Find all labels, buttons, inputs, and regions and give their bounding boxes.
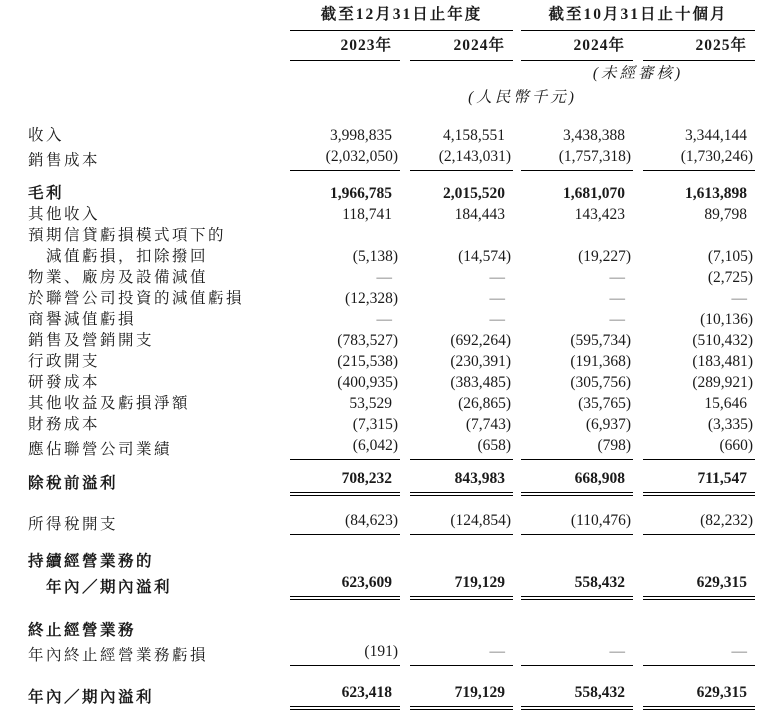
column-gap	[513, 351, 521, 372]
spacer	[28, 535, 755, 552]
row-label: 減值虧損，扣除撥回	[46, 248, 209, 265]
value-cell: 1,966,785	[330, 185, 392, 202]
column-gap	[513, 682, 521, 708]
column-gap	[633, 468, 643, 494]
column-gap	[513, 468, 521, 494]
column-gap	[513, 125, 521, 146]
period-header-row	[28, 4, 755, 31]
row-label: 毛利	[28, 185, 65, 202]
value-cell: (1,757,318)	[521, 146, 633, 171]
value-cell: —	[410, 641, 513, 666]
value-cell: 184,443	[454, 206, 506, 223]
value-cell: (191,368)	[570, 353, 632, 370]
value-cell: 53,529	[349, 395, 392, 412]
value-cell: 629,315	[643, 682, 755, 708]
value-cell: (19,227)	[578, 248, 632, 265]
column-gap	[633, 641, 643, 666]
value-cell: (2,032,050)	[290, 146, 400, 171]
column-gap	[400, 146, 410, 171]
year-header-2024-interim: 2024年	[521, 31, 633, 61]
value-cell: (183,481)	[692, 353, 754, 370]
row-label: 所得稅開支	[28, 515, 119, 533]
value-cell: (660)	[643, 435, 755, 460]
table-row	[28, 351, 755, 372]
value-cell: (692,264)	[450, 332, 512, 349]
column-gap	[513, 31, 521, 61]
spacer	[28, 598, 755, 620]
value-cell: —	[609, 290, 626, 307]
column-gap	[400, 183, 410, 204]
column-gap	[513, 183, 521, 204]
row-label: 年內／期內溢利	[28, 689, 155, 706]
column-gap	[633, 393, 643, 414]
value-cell: 3,344,144	[685, 127, 748, 144]
table-row	[28, 267, 755, 288]
spacer	[28, 666, 755, 683]
row-label: 其他收入	[28, 206, 101, 223]
value-cell: (658)	[410, 435, 513, 460]
row-label: 應佔聯營公司業績	[28, 440, 173, 458]
table-row	[28, 620, 755, 641]
row-label: 物業、廠房及設備減值	[28, 269, 209, 286]
column-gap	[400, 414, 410, 435]
table-row	[28, 435, 755, 460]
table-row	[28, 572, 755, 598]
value-cell: (7,315)	[352, 416, 398, 433]
column-gap	[513, 620, 521, 641]
column-gap	[513, 246, 521, 267]
row-label: 銷售成本	[28, 151, 101, 169]
value-cell: (215,538)	[337, 353, 398, 370]
value-cell: —	[521, 641, 633, 666]
value-cell: —	[376, 311, 392, 328]
column-gap	[633, 183, 643, 204]
column-gap	[400, 351, 410, 372]
column-gap	[633, 288, 643, 309]
year-header-2025: 2025年	[643, 31, 755, 61]
value-cell: (510,432)	[692, 332, 754, 349]
column-gap	[400, 204, 410, 225]
column-gap	[400, 225, 410, 246]
value-cell: 89,798	[704, 206, 748, 223]
value-cell: —	[489, 290, 506, 307]
value-cell: (35,765)	[578, 395, 632, 412]
column-gap	[633, 414, 643, 435]
unaudited-note-row	[28, 61, 755, 86]
row-label: 於聯營公司投資的減值虧損	[28, 290, 245, 307]
value-cell: (400,935)	[337, 374, 398, 391]
row-label: 財務成本	[28, 416, 101, 433]
value-cell: 668,908	[521, 468, 633, 494]
row-label: 年內／期內溢利	[46, 579, 173, 596]
column-gap	[633, 267, 643, 288]
value-cell: —	[609, 269, 626, 286]
value-cell: (383,485)	[450, 374, 512, 391]
value-cell: (26,865)	[458, 395, 512, 412]
value-cell: 143,423	[574, 206, 626, 223]
column-gap	[400, 551, 410, 572]
column-gap	[513, 330, 521, 351]
value-cell: 843,983	[410, 468, 513, 494]
value-cell: (230,391)	[450, 353, 512, 370]
row-label: 收入	[28, 127, 65, 144]
column-gap	[633, 31, 643, 61]
column-gap	[400, 125, 410, 146]
row-label: 行政開支	[28, 353, 101, 370]
table-row	[28, 146, 755, 171]
table-row	[28, 246, 755, 267]
value-cell: (84,623)	[290, 510, 400, 535]
column-gap	[513, 288, 521, 309]
header-spacer	[28, 4, 290, 31]
column-gap	[400, 309, 410, 330]
row-label: 銷售及營銷開支	[28, 332, 155, 349]
column-gap	[400, 31, 410, 61]
value-cell: 4,158,551	[443, 127, 506, 144]
column-gap	[633, 146, 643, 171]
value-cell: (289,921)	[692, 374, 754, 391]
value-cell: (12,328)	[345, 290, 398, 307]
table-row	[28, 125, 755, 146]
row-label: 終止經營業務	[28, 622, 137, 639]
column-gap	[633, 125, 643, 146]
table-row	[28, 551, 755, 572]
column-gap	[400, 641, 410, 666]
value-cell: (110,476)	[521, 510, 633, 535]
value-cell: (2,143,031)	[410, 146, 513, 171]
table-row	[28, 682, 755, 708]
column-gap	[513, 414, 521, 435]
column-gap	[513, 267, 521, 288]
spacer	[28, 494, 755, 510]
value-cell: (783,527)	[337, 332, 398, 349]
row-label: 年內終止經營業務虧損	[28, 646, 209, 664]
column-gap	[633, 330, 643, 351]
table-row	[28, 225, 755, 246]
value-cell: (14,574)	[458, 248, 512, 265]
row-label: 其他收益及虧損淨額	[28, 395, 191, 412]
value-cell: (305,756)	[570, 374, 632, 391]
value-cell: (798)	[521, 435, 633, 460]
column-gap	[400, 372, 410, 393]
column-gap	[513, 4, 521, 31]
value-cell: (7,743)	[465, 416, 512, 433]
value-cell: 558,432	[521, 682, 633, 708]
value-cell: —	[489, 269, 506, 286]
column-gap	[400, 330, 410, 351]
column-gap	[633, 435, 643, 460]
table-row	[28, 641, 755, 666]
table-row	[28, 468, 755, 494]
currency-note-row	[28, 85, 755, 109]
column-gap	[633, 204, 643, 225]
value-cell: 1,613,898	[685, 185, 748, 202]
period-group-header-annual: 截至12月31日止年度	[290, 4, 513, 31]
column-gap	[400, 246, 410, 267]
row-label: 除稅前溢利	[28, 475, 119, 492]
column-gap	[633, 572, 643, 598]
table-row	[28, 393, 755, 414]
column-gap	[633, 309, 643, 330]
column-gap	[633, 351, 643, 372]
table-row	[28, 414, 755, 435]
column-gap	[513, 572, 521, 598]
column-gap	[633, 682, 643, 708]
table-row	[28, 510, 755, 535]
value-cell: 623,418	[290, 682, 400, 708]
column-gap	[513, 435, 521, 460]
column-gap	[400, 620, 410, 641]
column-gap	[400, 435, 410, 460]
value-cell: (2,725)	[707, 269, 754, 286]
column-gap	[633, 551, 643, 572]
value-cell: 1,681,070	[563, 185, 626, 202]
value-cell: (10,136)	[700, 311, 754, 328]
currency-note: (人民幣千元)	[468, 89, 577, 106]
value-cell: (595,734)	[570, 332, 632, 349]
column-gap	[633, 620, 643, 641]
column-gap	[513, 641, 521, 666]
row-label: 商譽減值虧損	[28, 311, 137, 328]
row-label: 預期信貸虧損模式項下的	[28, 227, 227, 244]
value-cell: (82,232)	[643, 510, 755, 535]
value-cell: 15,646	[704, 395, 748, 412]
unaudited-note: (未經審核)	[592, 65, 684, 82]
column-gap	[513, 146, 521, 171]
column-gap	[400, 468, 410, 494]
value-cell: 2,015,520	[443, 185, 506, 202]
table-row	[28, 372, 755, 393]
value-cell: 3,998,835	[330, 127, 392, 144]
value-cell: 623,609	[290, 572, 400, 598]
table-row	[28, 330, 755, 351]
value-cell: —	[731, 290, 748, 307]
column-gap	[513, 372, 521, 393]
value-cell: (6,042)	[290, 435, 400, 460]
value-cell: (5,138)	[352, 248, 398, 265]
year-header-2024: 2024年	[410, 31, 513, 61]
spacer	[28, 171, 755, 184]
column-gap	[400, 288, 410, 309]
column-gap	[400, 510, 410, 535]
table-row	[28, 288, 755, 309]
column-gap	[633, 225, 643, 246]
row-label: 研發成本	[28, 374, 101, 391]
value-cell: —	[609, 311, 626, 328]
value-cell: (3,335)	[707, 416, 754, 433]
value-cell: 3,438,388	[563, 127, 626, 144]
column-gap	[513, 61, 521, 86]
value-cell: 708,232	[290, 468, 400, 494]
column-gap	[400, 267, 410, 288]
column-gap	[400, 572, 410, 598]
value-cell: (1,730,246)	[643, 146, 755, 171]
column-gap	[513, 393, 521, 414]
value-cell: (124,854)	[410, 510, 513, 535]
spacer	[28, 109, 755, 125]
column-gap	[633, 246, 643, 267]
value-cell: 629,315	[643, 572, 755, 598]
column-gap	[633, 510, 643, 535]
column-gap	[513, 309, 521, 330]
value-cell: (7,105)	[707, 248, 754, 265]
column-gap	[400, 682, 410, 708]
table-row	[28, 204, 755, 225]
value-cell: 711,547	[643, 468, 755, 494]
value-cell: (6,937)	[585, 416, 632, 433]
column-gap	[633, 372, 643, 393]
value-cell: —	[489, 311, 506, 328]
year-header-row	[28, 31, 755, 61]
row-label: 持續經營業務的	[28, 553, 155, 570]
value-cell: —	[376, 269, 392, 286]
column-gap	[513, 510, 521, 535]
income-statement-table	[28, 4, 755, 710]
value-cell: (191)	[290, 641, 400, 666]
column-gap	[513, 551, 521, 572]
column-gap	[400, 393, 410, 414]
value-cell: 719,129	[410, 572, 513, 598]
year-header-2023: 2023年	[290, 31, 400, 61]
column-gap	[513, 225, 521, 246]
value-cell: 558,432	[521, 572, 633, 598]
table-row	[28, 183, 755, 204]
value-cell: 719,129	[410, 682, 513, 708]
value-cell: 118,741	[342, 206, 392, 223]
spacer	[28, 460, 755, 469]
value-cell: —	[643, 641, 755, 666]
column-gap	[513, 204, 521, 225]
period-group-header-ten-months: 截至10月31日止十個月	[521, 4, 755, 31]
table-row	[28, 309, 755, 330]
